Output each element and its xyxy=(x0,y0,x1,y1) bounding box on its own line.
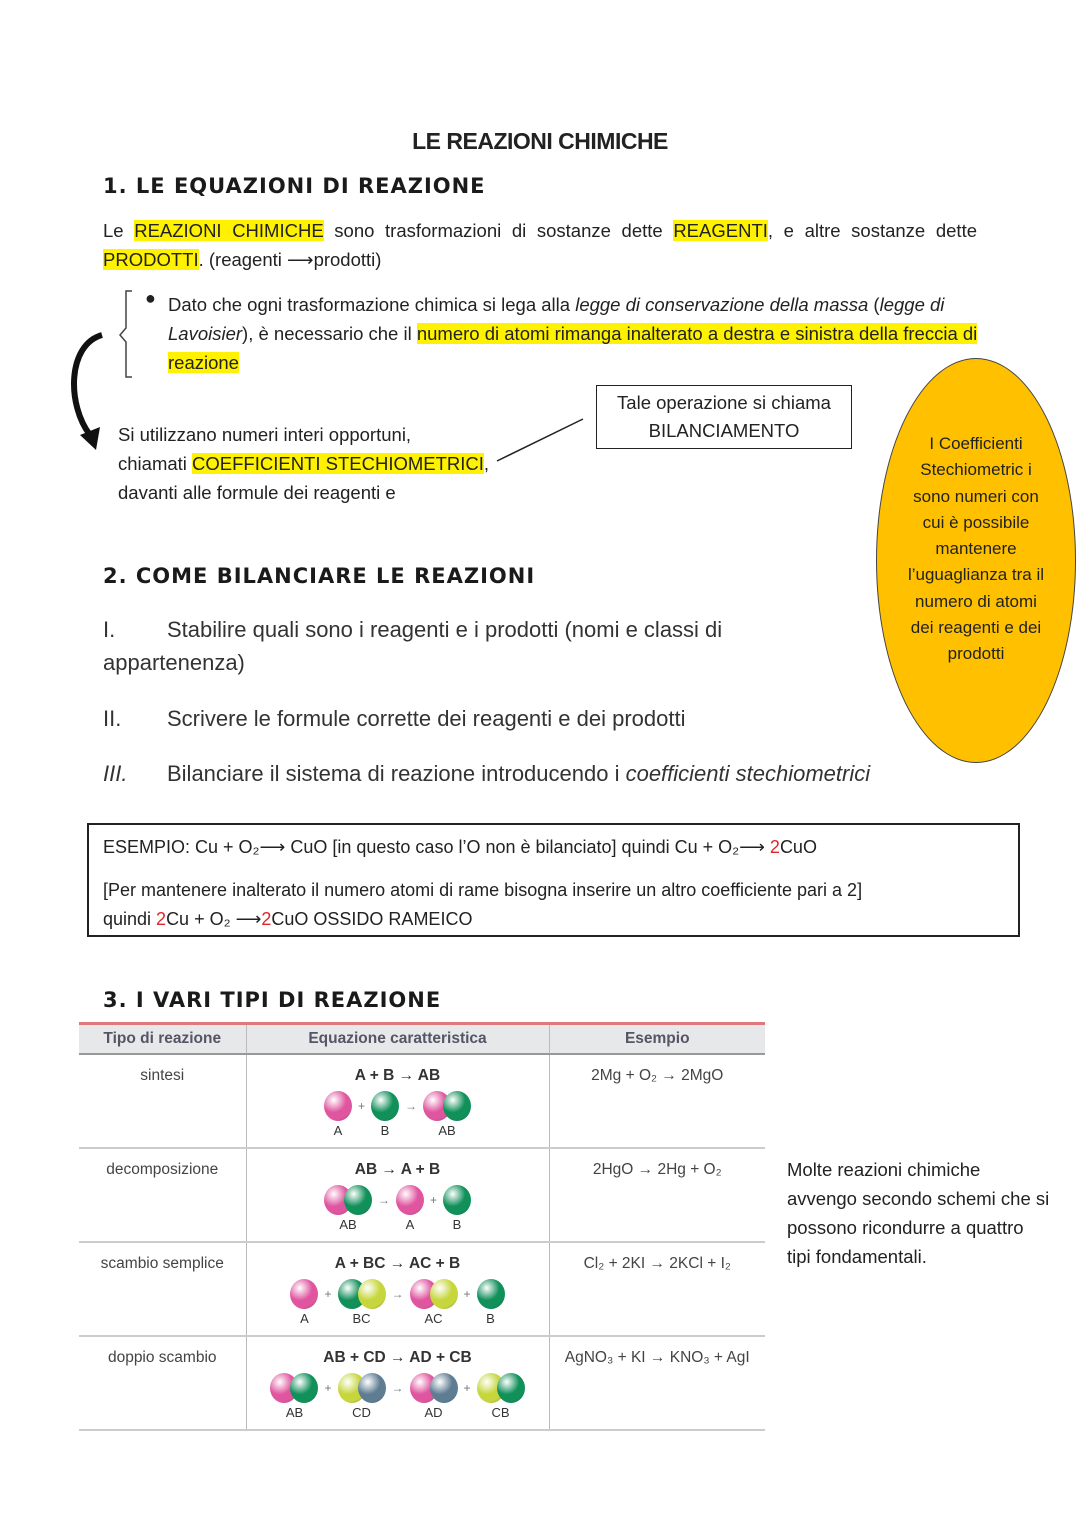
atom-pink xyxy=(324,1091,352,1121)
step-1: I. Stabilire quali sono i reagenti e i prodotti (nomi e classi di xyxy=(103,617,723,642)
arrow-icon: ⟶ xyxy=(287,249,314,270)
atom-lime xyxy=(358,1279,386,1309)
atom-green xyxy=(443,1091,471,1121)
molecule xyxy=(270,1373,318,1420)
molecule xyxy=(477,1279,505,1326)
equation-text: A + B → AB xyxy=(354,1067,441,1084)
molecule xyxy=(396,1185,424,1232)
equation-text: AB → A + B xyxy=(354,1161,441,1178)
table-row xyxy=(79,1242,765,1336)
characteristic-equation xyxy=(246,1242,549,1336)
example-line-3: quindi 2Cu + O₂ ⟶2CuO OSSIDO RAMEICO xyxy=(103,909,473,929)
molecule-label: CB xyxy=(491,1405,510,1420)
molecule-label: AB xyxy=(339,1217,357,1232)
intro-line-2: PRODOTTI. (reagenti ⟶prodotti) xyxy=(103,249,382,270)
column-header: Esempio xyxy=(549,1024,765,1055)
molecule xyxy=(410,1373,458,1420)
bullet-icon: ● xyxy=(145,288,156,308)
molecule-diagram xyxy=(248,1279,548,1326)
molecule-label: CD xyxy=(352,1405,371,1420)
reaction-type: sintesi xyxy=(79,1054,246,1148)
reaction-example: 2HgO → 2Hg + O₂ xyxy=(549,1148,765,1242)
reaction-type: decomposizione xyxy=(79,1148,246,1242)
column-header: Equazione caratteristica xyxy=(246,1024,549,1055)
example-box xyxy=(87,823,1020,937)
molecule-label: B xyxy=(452,1217,462,1232)
atom-pink xyxy=(290,1279,318,1309)
intro-line-1: Le REAZIONI CHIMICHE sono trasformazioni di sostanze dette REAGENTI, e altre sostanze dette xyxy=(103,220,977,241)
molecule xyxy=(410,1279,458,1326)
molecule xyxy=(443,1185,471,1232)
molecule-label: B xyxy=(380,1123,390,1138)
molecule-label: AB xyxy=(285,1405,304,1420)
section-2-heading: 2. COME BILANCIARE LE REAZIONI xyxy=(103,564,536,588)
bilanciamento-box: Tale operazione si chiama BILANCIAMENTO xyxy=(596,385,852,449)
reaction-example: AgNO₃ + KI → KNO₃ + AgI xyxy=(549,1336,765,1430)
atom-green xyxy=(344,1185,372,1215)
equation-text: AB + CD → AD + CB xyxy=(323,1349,472,1366)
molecule-label: A xyxy=(300,1311,309,1326)
table-side-note: Molte reazioni chimiche avvengo secondo schemi che si possono ricondurre a quattro tipi fondamentali. xyxy=(787,1159,1050,1267)
operator-symbol: → xyxy=(377,1193,390,1207)
molecule xyxy=(324,1185,372,1232)
coefficients-text: Si utilizzano numeri interi opportuni, chiamati COEFFICIENTI STECHIOMETRICI, davanti alle formule dei reagenti e xyxy=(118,424,490,503)
example-line-1: ESEMPIO: Cu + O₂⟶ CuO [in questo caso l’O non è bilanciato] quindi Cu + O₂⟶ 2CuO xyxy=(103,837,817,857)
molecule xyxy=(338,1373,386,1420)
atom-green xyxy=(290,1373,318,1403)
coefficients-note-oval: I Coefficienti Stechiometric i sono numeri con cui è possibile mantenere l’uguaglianza tra il numero di atomi dei reagenti e dei prodotti xyxy=(876,358,1076,763)
molecule-label: A xyxy=(333,1123,343,1138)
atom-pink xyxy=(396,1185,424,1215)
molecule-diagram xyxy=(248,1373,548,1420)
bullet-text: Dato che ogni trasformazione chimica si lega alla legge di conservazione della massa (legge di Lavoisier), è necessario che il numero di atomi rimanga inalterato a destra e sinistra della freccia di reazione xyxy=(168,294,978,373)
operator-symbol: + xyxy=(357,1099,365,1113)
molecule-diagram xyxy=(248,1091,548,1138)
molecule-label: AC xyxy=(424,1311,443,1326)
page-title: LE REAZIONI CHIMICHE xyxy=(412,128,668,154)
characteristic-equation xyxy=(246,1148,549,1242)
molecule-label: BC xyxy=(352,1311,371,1326)
molecule xyxy=(338,1279,386,1326)
example-line-2: [Per mantenere inalterato il numero atomi di rame bisogna inserire un altro coefficiente pari a 2] xyxy=(103,880,863,900)
molecule xyxy=(290,1279,318,1326)
operator-symbol: + xyxy=(463,1381,471,1395)
step-3: III. Bilanciare il sistema di reazione introducendo i coefficienti stechiometrici xyxy=(103,761,871,786)
table-row xyxy=(79,1148,765,1242)
atom-lime xyxy=(430,1279,458,1309)
section-3-heading: 3. I VARI TIPI DI REAZIONE xyxy=(103,988,442,1012)
reaction-type: scambio semplice xyxy=(79,1242,246,1336)
operator-symbol: → xyxy=(405,1099,417,1113)
operator-symbol: + xyxy=(324,1287,332,1301)
reaction-example: Cl₂ + 2KI → 2KCl + I₂ xyxy=(549,1242,765,1336)
molecule xyxy=(324,1091,352,1138)
atom-slate xyxy=(430,1373,458,1403)
molecule-label: B xyxy=(486,1311,495,1326)
section-1-heading: 1. LE EQUAZIONI DI REAZIONE xyxy=(103,174,486,198)
operator-symbol: + xyxy=(429,1193,437,1207)
molecule-label: A xyxy=(405,1217,415,1232)
molecule-diagram xyxy=(248,1185,548,1232)
molecule xyxy=(371,1091,399,1138)
connector-line xyxy=(495,415,587,465)
equation-text: A + BC → AC + B xyxy=(334,1255,461,1272)
characteristic-equation xyxy=(246,1054,549,1148)
column-header: Tipo di reazione xyxy=(79,1024,246,1055)
table-row xyxy=(79,1054,765,1148)
atom-green xyxy=(443,1185,471,1215)
operator-symbol: → xyxy=(391,1381,404,1395)
step-2: II. Scrivere le formule corrette dei reagenti e dei prodotti xyxy=(103,706,686,731)
atom-green xyxy=(477,1279,505,1309)
atom-slate xyxy=(358,1373,386,1403)
molecule xyxy=(477,1373,525,1420)
reaction-types-table xyxy=(79,1022,765,1431)
table-row xyxy=(79,1336,765,1430)
atom-green xyxy=(371,1091,399,1121)
reaction-type: doppio scambio xyxy=(79,1336,246,1430)
molecule-label: AB xyxy=(438,1123,456,1138)
operator-symbol: + xyxy=(463,1287,471,1301)
atom-green xyxy=(497,1373,525,1403)
step-1-continued: appartenenza) xyxy=(103,650,245,675)
operator-symbol: + xyxy=(324,1381,332,1395)
operator-symbol: → xyxy=(391,1287,404,1301)
reaction-example: 2Mg + O₂ → 2MgO xyxy=(549,1054,765,1148)
molecule xyxy=(423,1091,471,1138)
characteristic-equation xyxy=(246,1336,549,1430)
molecule-label: AD xyxy=(424,1405,443,1420)
